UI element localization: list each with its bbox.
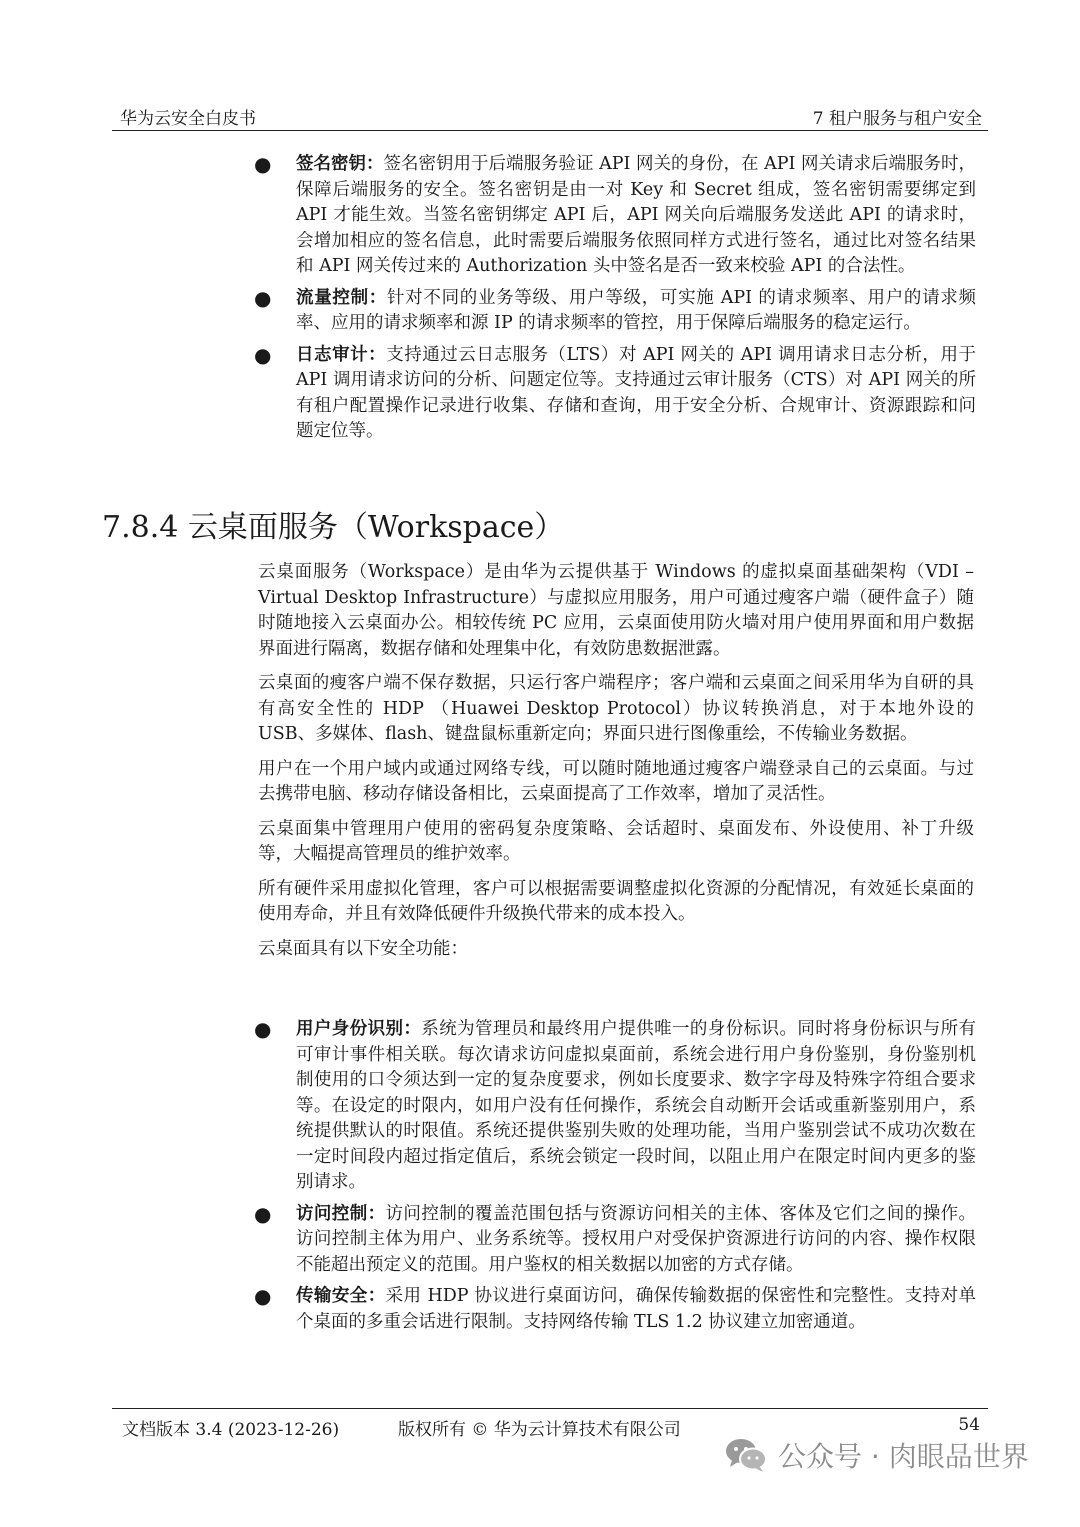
footer-page-number: 54 [958,1415,980,1435]
bullet-icon: ● [254,152,272,176]
watermark [724,1430,1029,1480]
section-heading: 7.8.4 云桌面服务（Workspace） [102,510,565,545]
list-item [254,342,977,445]
list-item [254,1284,976,1335]
bullet-text: 针对不同的业务等级、用户等级，可实施 API 的请求频率、用户的请求频率、应用的请求频率和源 IP 的请求频率的管控，用于保障后端服务的稳定运行。 [296,287,977,333]
watermark-text: 公众号 · 肉眼品世界 [778,1440,1029,1473]
footer-version: 文档版本 3.4 (2023-12-26) [122,1420,340,1440]
header-doc-title: 华为云安全白皮书 [120,109,256,129]
bullet-text: 采用 HDP 协议进行桌面访问，确保传输数据的保密性和完整性。支持对单个桌面的多重会话进行限制。支持网络传输 TLS 1.2 协议建立加密通道。 [296,1286,976,1332]
paragraph: 云桌面服务（Workspace）是由华为云提供基于 Windows 的虚拟桌面基础架构（VDI – Virtual Desktop Infrastructure）与虚拟应用服务，用户可通过瘦客户端（硬件盒子）随时随地接入云桌面办公。相较传统 PC 应用，云桌面使用防火墙对用户使用界面和用户数据界面进行隔离，数据存储和处理集中化，有效防患数据泄露。 [258,562,974,659]
paragraph: 云桌面具有以下安全功能： [258,938,468,959]
footer-copyright: 版权所有 © 华为云计算技术有限公司 [398,1420,681,1440]
section-body [258,560,974,971]
bullet-icon: ● [254,1201,272,1226]
bullet-text: 支持通过云日志服务（LTS）对 API 网关的 API 调用请求日志分析，用于 API 调用请求访问的分析、问题定位等。支持通过云审计服务（CTS）对 API 网关的所有租户配置操作记录进行收集、存储和查询，用于安全分析、合规审计、资源跟踪和问题定位等。 [296,344,977,441]
bullet-term: 签名密钥： [296,154,384,174]
bullet-icon: ● [254,285,272,310]
paragraph: 用户在一个用户域内或通过网络专线，可以随时随地通过瘦客户端登录自己的云桌面。与过去携带电脑、移动存储设备相比，云桌面提高了工作效率，增加了灵活性。 [258,758,974,804]
bullet-term: 用户身份识别： [296,1019,422,1039]
header-chapter-title: 7 租户服务与租户安全 [812,109,982,129]
list-item [254,1017,977,1196]
bullet-icon: ● [254,1284,272,1308]
list-item [254,1201,977,1279]
bullet-term: 日志审计： [296,344,387,365]
workspace-security-feature-list [254,1017,977,1341]
bullet-term: 传输安全： [296,1286,386,1306]
list-item [254,152,976,280]
paragraph: 所有硬件采用虚拟化管理，客户可以根据需要调整虚拟化资源的分配情况，有效延长桌面的使用寿命，并且有效降低硬件升级换代带来的成本投入。 [258,878,974,924]
paragraph: 云桌面的瘦客户端不保存数据，只运行客户端程序；客户端和云桌面之间采用华为自研的具有高安全性的 HDP （Huawei Desktop Protocol）协议转换消息，对于本地外设的 USB、多媒体、flash、键盘鼠标重新定向；界面只进行图像重绘，不传输业务数据。 [258,673,974,744]
bullet-icon: ● [254,1017,272,1041]
bullet-icon: ● [254,342,272,367]
bullet-term: 访问控制： [296,1203,386,1224]
bullet-text: 签名密钥用于后端服务验证 API 网关的身份，在 API 网关请求后端服务时，保障后端服务的安全。签名密钥是由一对 Key 和 Secret 组成，签名密钥需要绑定到 API 才能生效。当签名密钥绑定 API 后，API 网关向后端服务发送此 API 的请求时，会增加相应的签名信息，此时需要后端服务依照同样方式进行签名，通过比对签名结果和 API 网关传过来的 Authorization 头中签名是否一致来校验 API 的合法性。 [296,154,976,276]
paragraph: 云桌面集中管理用户使用的密码复杂度策略、会话超时、桌面发布、外设使用、补丁升级等，大幅提高管理员的维护效率。 [258,818,974,864]
bullet-term: 流量控制： [296,287,387,308]
list-item [254,285,977,337]
api-gateway-feature-list [254,152,977,451]
bullet-text: 系统为管理员和最终用户提供唯一的身份标识。同时将身份标识与所有可审计事件相关联。每次请求访问虚拟桌面前，系统会进行用户身份鉴别，身份鉴别机制使用的口令须达到一定的复杂度要求，例如长度要求、数字字母及特殊字符组合要求等。在设定的时限内，如用户没有任何操作，系统会自动断开会话或重新鉴别用户，系统提供默认的时限值。系统还提供鉴别失败的处理功能，当用户鉴别尝试不成功次数在一定时间段内超过指定值后，系统会锁定一段时间，以阻止用户在限定时间内更多的鉴别请求。 [296,1019,977,1192]
page-header [112,104,988,131]
bullet-text: 访问控制的覆盖范围包括与资源访问相关的主体、客体及它们之间的操作。访问控制主体为用户、业务系统等。授权用户对受保护资源进行访问的内容、操作权限不能超出预定义的范围。用户鉴权的相关数据以加密的方式存储。 [296,1203,977,1275]
wechat-icon [724,1436,768,1474]
